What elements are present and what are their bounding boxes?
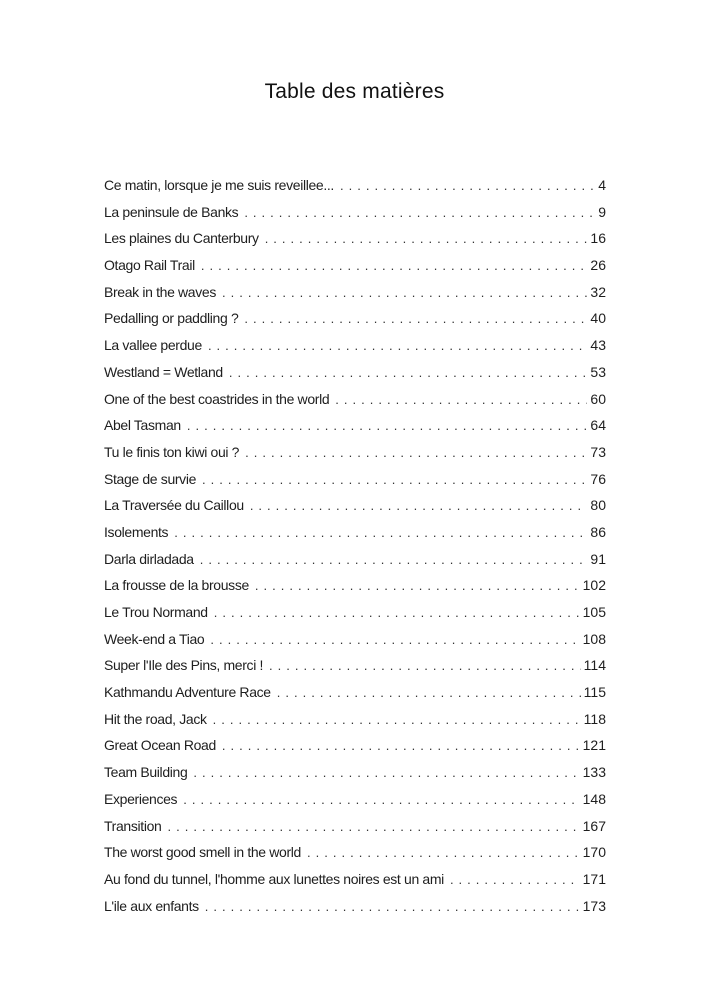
dot-leader <box>269 653 581 680</box>
dot-leader <box>167 814 579 841</box>
toc-page-number: 9 <box>598 203 606 220</box>
toc-page-number: 167 <box>582 817 606 834</box>
toc-entry-title: Stage de survie <box>104 470 197 487</box>
toc-page-number: 91 <box>590 550 606 567</box>
toc-entry-title: Otago Rail Trail <box>104 257 195 274</box>
toc-page-number: 148 <box>582 790 606 807</box>
toc-entry[interactable] <box>104 279 606 306</box>
toc-page-number: 53 <box>590 363 606 380</box>
toc-entry-title: Super l'Ile des Pins, merci ! <box>104 657 264 674</box>
toc-entry[interactable] <box>104 305 606 332</box>
toc-entry-title: La frousse de la brousse <box>104 577 249 594</box>
toc-entry-title: The worst good smell in the world <box>104 844 301 861</box>
toc-entry-title: La peninsule de Banks <box>104 203 239 220</box>
toc-page-number: 43 <box>590 337 606 354</box>
toc-entry-title: Break in the waves <box>104 283 216 300</box>
toc-entry[interactable] <box>104 839 606 866</box>
toc-entry[interactable] <box>104 359 606 386</box>
toc-page-number: 121 <box>582 737 606 754</box>
toc-entry-title: Isolements <box>104 523 169 540</box>
toc-page-number: 80 <box>590 497 606 514</box>
toc-entry-title: One of the best coastrides in the world <box>104 390 330 407</box>
dot-leader <box>277 680 581 707</box>
toc-entry[interactable] <box>104 546 606 573</box>
toc-entry[interactable] <box>104 652 606 679</box>
toc-entry[interactable] <box>104 572 606 599</box>
toc-page-number: 73 <box>590 443 606 460</box>
toc-entry-title: Les plaines du Canterbury <box>104 230 259 247</box>
toc-entry[interactable] <box>104 706 606 733</box>
toc-page-number: 102 <box>582 577 606 594</box>
toc-page-number: 64 <box>590 417 606 434</box>
toc-entry[interactable] <box>104 599 606 626</box>
toc-page-number: 173 <box>582 897 606 914</box>
dot-leader <box>245 440 587 467</box>
toc-page-number: 86 <box>590 523 606 540</box>
dot-leader <box>187 413 588 440</box>
dot-leader <box>201 253 588 280</box>
toc-entry-title: Darla dirladada <box>104 550 194 567</box>
toc-page-number: 40 <box>590 310 606 327</box>
dot-leader <box>222 280 587 307</box>
toc-entry[interactable] <box>104 492 606 519</box>
toc-entry-title: La vallee perdue <box>104 337 202 354</box>
toc-entry-title: Ce matin, lorsque je me suis reveillee... <box>104 177 334 193</box>
toc-entry-title: Au fond du tunnel, l'homme aux lunettes noires est un ami <box>104 870 444 887</box>
toc-entry[interactable] <box>104 332 606 359</box>
dot-leader <box>210 627 579 654</box>
toc-entry-title: L'ile aux enfants <box>104 897 199 914</box>
toc-page-number: 60 <box>590 390 606 407</box>
toc-entry[interactable] <box>104 866 606 893</box>
dot-leader <box>255 573 580 600</box>
toc-entry[interactable] <box>104 199 606 226</box>
dot-leader <box>335 387 587 414</box>
dot-leader <box>307 840 580 867</box>
toc-entry[interactable] <box>104 813 606 840</box>
toc-entry-title: Pedalling or paddling ? <box>104 310 239 327</box>
toc-entry[interactable] <box>104 172 606 199</box>
table-of-contents <box>104 172 606 919</box>
toc-page-number: 118 <box>583 710 606 727</box>
page-title: Table des matières <box>264 80 445 103</box>
dot-leader <box>205 894 580 921</box>
toc-entry-title: Experiences <box>104 790 178 807</box>
toc-page-number: 114 <box>583 657 606 674</box>
toc-entry[interactable] <box>104 626 606 653</box>
toc-page-number: 133 <box>582 764 606 781</box>
toc-entry[interactable] <box>104 786 606 813</box>
dot-leader <box>250 493 588 520</box>
toc-entry[interactable] <box>104 732 606 759</box>
dot-leader <box>244 200 595 227</box>
toc-entry-title: Le Trou Normand <box>104 604 208 620</box>
dot-leader <box>193 760 579 787</box>
toc-entry-title: Westland = Wetland <box>104 363 223 380</box>
toc-page-number: 115 <box>583 684 606 701</box>
dot-leader <box>229 360 588 387</box>
dot-leader <box>202 467 587 494</box>
toc-entry-title: Tu le finis ton kiwi oui ? <box>104 443 240 460</box>
toc-entry-title: Team Building <box>104 764 188 781</box>
toc-entry[interactable] <box>104 386 606 413</box>
dot-leader <box>213 707 581 734</box>
toc-page-number: 171 <box>582 870 606 887</box>
toc-page-number: 32 <box>590 283 606 300</box>
dot-leader <box>208 333 587 360</box>
dot-leader <box>222 733 580 760</box>
toc-entry-title: Week-end a Tiao <box>104 630 205 647</box>
dot-leader <box>183 787 579 814</box>
toc-entry[interactable] <box>104 519 606 546</box>
toc-entry-title: La Traversée du Caillou <box>104 497 244 514</box>
toc-entry-title: Abel Tasman <box>104 417 181 434</box>
toc-page-number: 4 <box>598 177 606 193</box>
toc-page-number: 105 <box>582 604 606 620</box>
toc-entry[interactable] <box>104 466 606 493</box>
toc-entry[interactable] <box>104 439 606 466</box>
dot-leader <box>174 520 587 547</box>
dot-leader <box>244 306 587 333</box>
toc-entry[interactable] <box>104 225 606 252</box>
toc-page-number: 108 <box>582 630 606 647</box>
toc-entry-title: Kathmandu Adventure Race <box>104 684 271 701</box>
toc-entry-title: Great Ocean Road <box>104 737 216 754</box>
dot-leader <box>214 600 580 627</box>
toc-page-number: 26 <box>590 257 606 274</box>
dot-leader <box>340 173 595 200</box>
toc-page-number: 76 <box>590 470 606 487</box>
toc-entry[interactable] <box>104 412 606 439</box>
toc-entry[interactable] <box>104 759 606 786</box>
dot-leader <box>450 867 580 894</box>
toc-page-number: 170 <box>582 844 606 861</box>
toc-entry-title: Transition <box>104 817 162 834</box>
dot-leader <box>200 547 588 574</box>
toc-entry[interactable] <box>104 893 606 920</box>
toc-entry[interactable] <box>104 679 606 706</box>
dot-leader <box>265 226 588 253</box>
toc-entry[interactable] <box>104 252 606 279</box>
toc-page-number: 16 <box>590 230 606 247</box>
toc-entry-title: Hit the road, Jack <box>104 710 207 727</box>
